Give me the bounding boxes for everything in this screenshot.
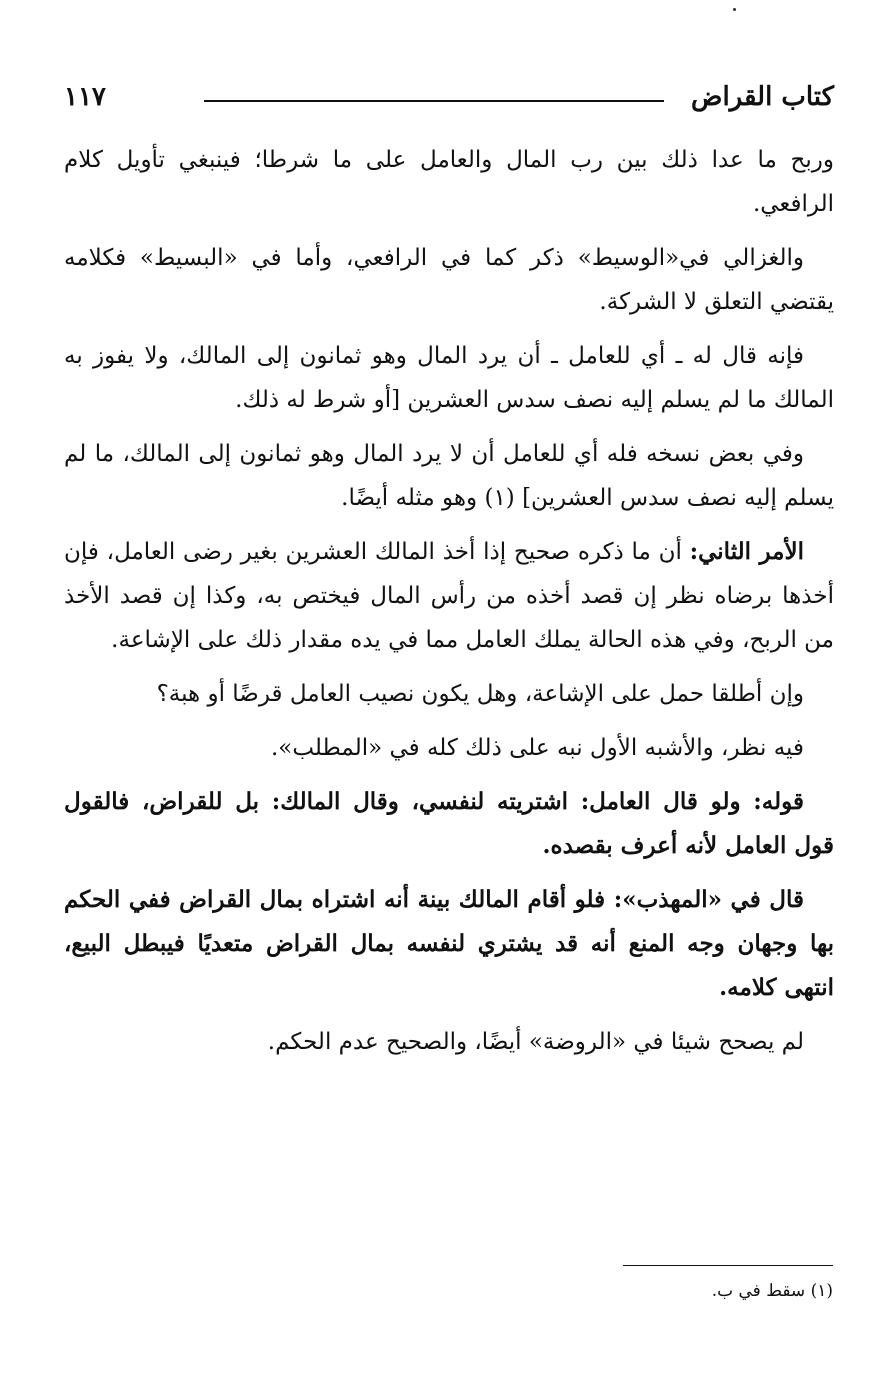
footnote-1: (١) سقط في ب.: [711, 1281, 833, 1301]
paragraph-1: وربح ما عدا ذلك بين رب المال والعامل على ما شرطا؛ فينبغي تأويل كلام الرافعي.: [64, 147, 834, 217]
header-rule: [204, 100, 664, 102]
paragraph-5-heading: الأمر الثاني:: [689, 538, 804, 565]
paragraph-10: لم يصحح شيئا في «الروضة» أيضًا، والصحيح عدم الحكم.: [267, 1029, 804, 1055]
paragraph-3: فإنه قال له ـ أي للعامل ـ أن يرد المال وهو ثمانون إلى المالك، ولا يفوز به المالك ما لم يسلم إليه نصف سدس العشرين [أو شرط له ذلك.: [64, 343, 834, 413]
paragraph-2: والغزالي في«الوسيط» ذكر كما في الرافعي، وأما في «البسيط» فكلامه يقتضي التعلق لا الشركة.: [64, 245, 834, 315]
main-text: [64, 138, 834, 1074]
paragraph-4: وفي بعض نسخه فله أي للعامل أن لا يرد المال وهو ثمانون إلى المالك، ما لم يسلم إليه نصف سدس العشرين] (١) وهو مثله أيضًا.: [64, 441, 834, 511]
paragraph-6: وإن أطلقا حمل على الإشاعة، وهل يكون نصيب العامل قرضًا أو هبة؟: [156, 681, 804, 707]
paragraph-9-quote: قال في «المهذب»: فلو أقام المالك بينة أنه اشتراه بمال القراض ففي الحكم بها وجهان وجه المنع أنه قد يشتري لنفسه بمال القراض متعديًا فيبطل البيع، انتهى كلامه.: [64, 886, 834, 1001]
footnote-separator: [623, 1265, 833, 1266]
paragraph-7: فيه نظر، والأشبه الأول نبه على ذلك كله في «المطلب».: [270, 735, 804, 761]
running-header: [64, 78, 834, 122]
paragraph-5-body: أن ما ذكره صحيح إذا أخذ المالك العشرين بغير رضى العامل، فإن أخذها برضاه نظر إن قصد أخذه من رأس المال فيختص به، وكذا إن قصد الأخذ من الربح، وفي هذه الحالة يملك العامل مما في يده مقدار ذلك على الإشاعة.: [64, 539, 834, 653]
stray-dot: [733, 8, 736, 11]
paragraph-8-quote: قوله: ولو قال العامل: اشتريته لنفسي، وقال المالك: بل للقراض، فالقول قول العامل لأنه أعرف بقصده.: [64, 788, 834, 859]
paragraph-5: [64, 530, 834, 662]
chapter-title: كتاب القراض: [691, 82, 834, 112]
page-number: ١١٧: [64, 82, 106, 112]
